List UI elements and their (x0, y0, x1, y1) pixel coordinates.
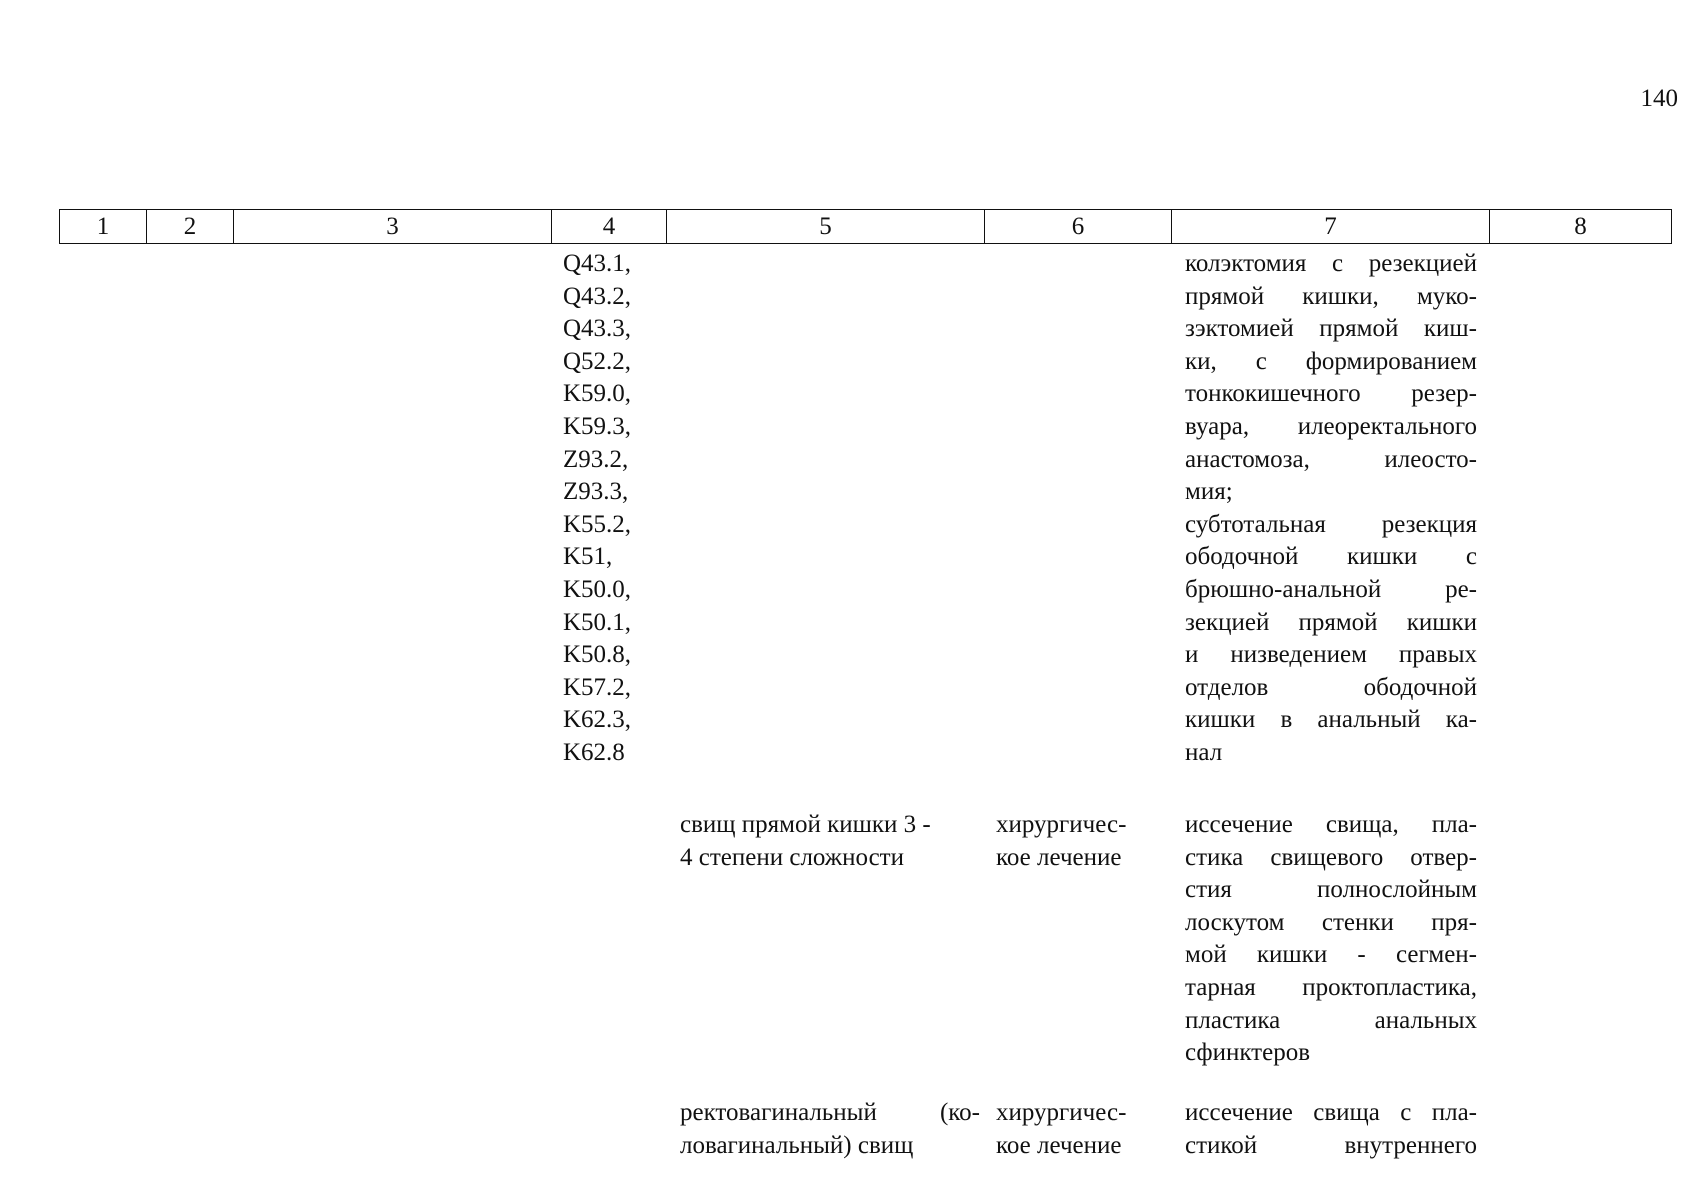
text-line: стия полнослойным (1185, 876, 1477, 904)
text-line: хирургичес- (996, 1099, 1127, 1126)
text-line: зекцией прямой кишки (1185, 608, 1477, 636)
treatment-method-1 (1185, 248, 1477, 770)
text-line: стика свищевого отвер- (1185, 843, 1477, 871)
diagnosis-codes (563, 248, 673, 770)
code: K55.2, (563, 510, 632, 538)
table-header (59, 209, 1672, 244)
code: K50.0, (563, 575, 632, 603)
diagnosis-2 (680, 809, 980, 874)
text-line: и низведением правых (1185, 641, 1477, 669)
text-line: свищ прямой кишки 3 - (680, 811, 931, 838)
treatment-type-3 (996, 1097, 1166, 1162)
header-col-4: 4 (552, 210, 667, 244)
text-line: иссечение свища с пла- (1185, 1099, 1477, 1126)
text-line: субтотальная резекция (1185, 510, 1477, 538)
code: Z93.2, (563, 445, 629, 473)
header-col-5: 5 (667, 210, 985, 244)
text-line: зэктомией прямой киш- (1185, 315, 1477, 343)
diagnosis-3 (680, 1097, 980, 1162)
text-line: ректовагинальный (ко- (680, 1099, 980, 1126)
text-line: пластика анальных (1185, 1006, 1477, 1034)
text-line: прямой кишки, муко- (1185, 282, 1477, 310)
treatment-method-2 (1185, 809, 1477, 1070)
treatment-type-2 (996, 809, 1166, 874)
code: Q43.1, (563, 250, 632, 277)
text-line: лоскутом стенки пря- (1185, 908, 1477, 936)
text-line: мия; (1185, 478, 1233, 506)
text-line: ки, с формированием (1185, 347, 1477, 375)
text-line: тарная проктопластика, (1185, 973, 1477, 1001)
code: K50.1, (563, 608, 632, 636)
code: K59.3, (563, 412, 632, 440)
code: Q52.2, (563, 347, 632, 375)
treatment-method-3 (1185, 1097, 1477, 1162)
text-line: ловагинальный) свищ (680, 1131, 914, 1159)
text-line: кое лечение (996, 843, 1122, 871)
text-line: 4 степени сложности (680, 843, 904, 871)
text-line: тонкокишечного резер- (1185, 380, 1477, 408)
header-col-2: 2 (147, 210, 234, 244)
text-line: колэктомия с резекцией (1185, 250, 1477, 277)
text-line: брюшно-анальной ре- (1185, 575, 1477, 603)
code: Q43.2, (563, 282, 632, 310)
text-line: мой кишки - сегмен- (1185, 941, 1477, 969)
text-line: ободочной кишки с (1185, 543, 1477, 571)
code: Z93.3, (563, 478, 629, 506)
text-line: сфинктеров (1185, 1039, 1310, 1067)
text-line: отделов ободочной (1185, 673, 1477, 701)
page-number: 140 (1640, 85, 1678, 112)
text-line: иссечение свища, пла- (1185, 811, 1477, 838)
header-row (60, 210, 1672, 244)
text-line: стикой внутреннего (1185, 1131, 1477, 1159)
text-line: кое лечение (996, 1131, 1122, 1159)
code: K57.2, (563, 673, 632, 701)
code: Q43.3, (563, 315, 632, 343)
code: K59.0, (563, 380, 632, 408)
text-line: нал (1185, 738, 1223, 766)
header-col-7: 7 (1172, 210, 1490, 244)
code: K62.8 (563, 738, 625, 766)
header-col-1: 1 (60, 210, 147, 244)
header-col-8: 8 (1490, 210, 1672, 244)
code: K51, (563, 543, 613, 571)
text-line: хирургичес- (996, 811, 1127, 838)
code: K62.3, (563, 706, 632, 734)
text-line: кишки в анальный ка- (1185, 706, 1477, 734)
text-line: анастомоза, илеосто- (1185, 445, 1477, 473)
text-line: вуара, илеоректального (1185, 412, 1477, 440)
header-col-3: 3 (234, 210, 552, 244)
code: K50.8, (563, 641, 632, 669)
header-col-6: 6 (985, 210, 1172, 244)
